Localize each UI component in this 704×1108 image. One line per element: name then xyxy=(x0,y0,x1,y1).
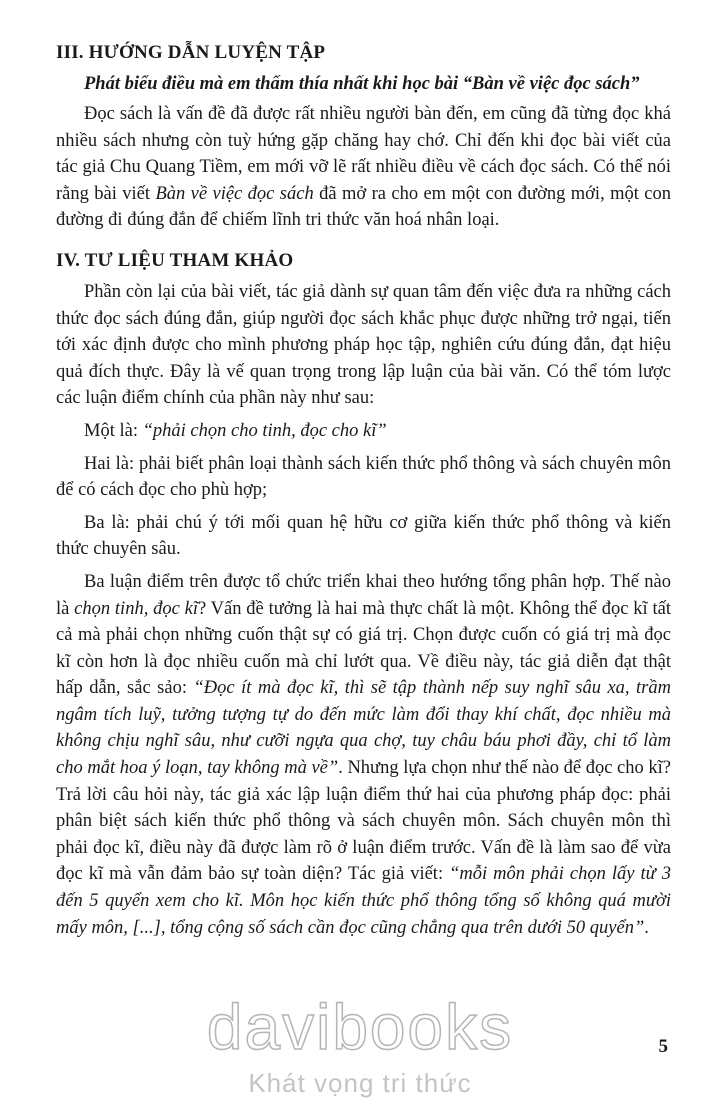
watermark-logo: davibooks xyxy=(206,991,514,1063)
section-4-paragraph-analysis xyxy=(56,569,671,941)
section-4-paragraph-1: Phần còn lại của bài viết, tác giả dành sự quan tâm đến việc đưa ra những cách thức đọc sách đúng đắn, giúp người đọc sách khắc phục được những trở ngại, tiến tới xác định được cho mình phương pháp học tập, nghiên cứu đúng đắn, đạt hiệu quả đích thực. Đây là vế quan trọng trong lập luận của bài văn. Có thể tóm lược các luận điểm chính của phần này như sau: xyxy=(56,281,671,409)
section-3-heading: III. HƯỚNG DẪN LUYỆN TẬP xyxy=(56,42,326,63)
page-body xyxy=(56,42,671,947)
watermark-tagline: Khát vọng tri thức xyxy=(248,1068,472,1098)
section-4-heading: IV. TƯ LIỆU THAM KHẢO xyxy=(56,249,294,271)
text-run: Ba luận điểm trên được tổ chức triển khai theo hướng tổng phân hợp. Thế nào là xyxy=(56,571,671,619)
text-run: Đọc sách là vấn đề đã được rất nhiều người bàn đến, em cũng đã từng đọc khá nhiều sách nhưng còn tuỳ hứng gặp chăng hay chớ. Chỉ đến khi đọc bài viết của tác giả Chu Quang Tiềm, em mới vỡ lẽ rất nhiều điều về cách đọc sách. Có thể nói rằng bài viết xyxy=(56,104,671,204)
quote: “Đọc ít mà đọc kĩ, thì sẽ tập thành nếp suy nghĩ sâu xa, trầm ngâm tích luỹ, tưởng tượng tự do đến mức làm đổi thay khí chất, đọc nhiều mà không chịu nghĩ sâu, như cưỡi ngựa qua chợ, tuy châu báu phơi đầy, chỉ tổ làm cho mắt hoa ý loạn, tay không mà về” xyxy=(56,678,671,779)
text-run: ? Vấn đề tưởng là hai mà thực chất là một. Không thể đọc kĩ tất cả mà phải chọn những cuốn thật sự có giá trị. Chọn được cuốn có giá trị mà đọc kĩ còn hơn là đọc nhiều cuốn mà chỉ lướt qua. Về điều này, tác giả diễn đạt thật hấp dẫn, sắc sảo: xyxy=(56,598,671,699)
text-run: . Nhưng lựa chọn như thế nào để đọc cho kĩ? Trả lời câu hỏi này, tác giả xác lập luận điểm thứ hai của phương pháp đọc: phải phân biệt sách kiến thức phổ thông và sách chuyên môn. Sách chuyên môn thì phải đọc kĩ, điều này đã được làm rõ ở luận điểm trước. Vấn đề là làm sao để vừa đọc kĩ mà vẫn đảm bảo sự toàn diện? Tác giả viết: xyxy=(56,758,671,885)
point-one xyxy=(56,418,671,445)
text-run: đã mở ra cho em một con đường mới, một con đường đi đúng đắn để chiếm lĩnh tri thức văn hoá nhân loại. xyxy=(56,183,672,231)
section-3-paragraph xyxy=(56,101,671,234)
text-run: Một là: xyxy=(84,420,143,441)
text-run: . xyxy=(644,917,649,938)
section-3-subtitle: Phát biểu điều mà em thấm thía nhất khi học bài “Bàn về việc đọc sách” xyxy=(84,74,640,94)
point-two: Hai là: phải biết phân loại thành sách kiến thức phổ thông và sách chuyên môn để có cách đọc cho phù hợp; xyxy=(56,453,671,501)
point-three: Ba là: phải chú ý tới mối quan hệ hữu cơ giữa kiến thức phổ thông và kiến thức chuyên sâu. xyxy=(56,512,671,560)
emphasis: chọn tinh, đọc kĩ xyxy=(74,598,198,619)
page-number: 5 xyxy=(658,1036,668,1057)
quote: “mỗi môn phải chọn lấy từ 3 đến 5 quyển xem cho kĩ. Môn học kiến thức phổ thông tổng số không quá mười mấy môn, [...], tổng cộng số sách cần đọc cũng chẳng qua trên dưới 50 quyển” xyxy=(56,864,671,938)
quote: “phải chọn cho tinh, đọc cho kĩ” xyxy=(142,420,387,441)
book-title: Bàn về việc đọc sách xyxy=(155,183,314,204)
